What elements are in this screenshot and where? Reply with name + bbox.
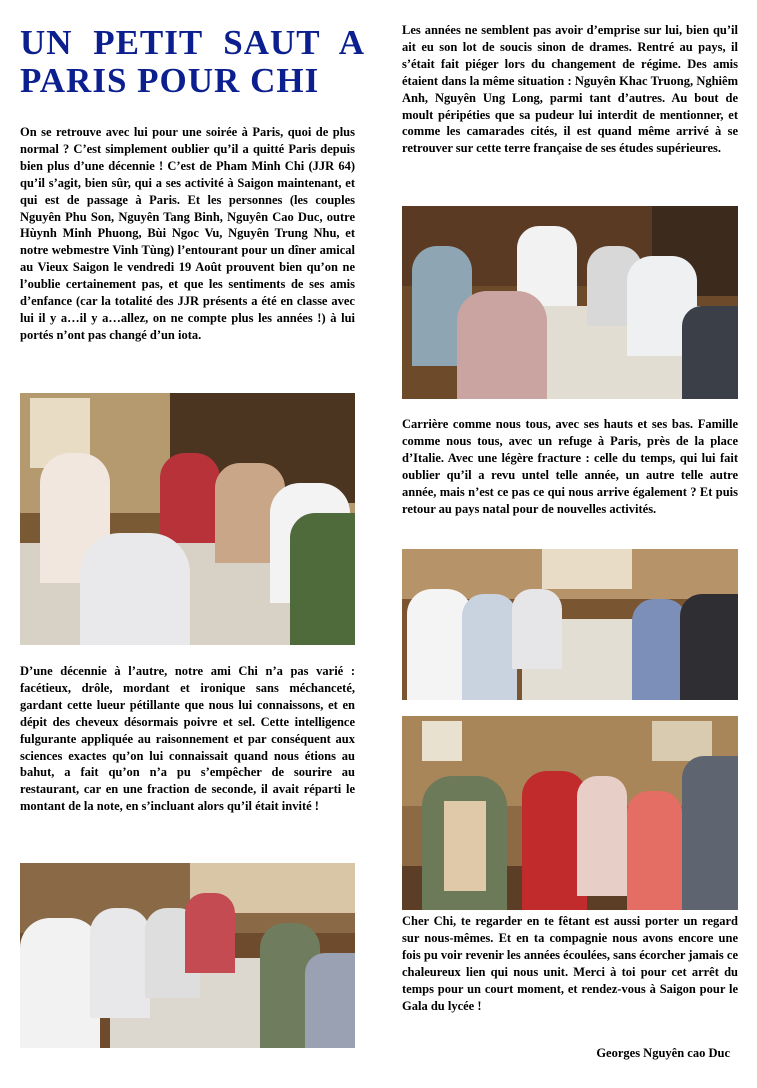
photo-dinner-table-left [20, 393, 355, 645]
author-signature: Georges Nguyên cao Duc [596, 1046, 730, 1060]
paragraph-closing: Cher Chi, te regarder en te fêtant est aussi porter un regard sur nous-mêmes. Et en ta compagnie nous avons encore une fois pu voir revenir les années écoulées, sans écorcher jamais ce chaleureux lien qui nous unit. Merci à toi pour cet arrêt du temps pour un court moment, et rendez-vous à Saigon pour le Gala du lycée ! [402, 914, 738, 1013]
paragraph-portrait: D’une décennie à l’autre, notre ami Chi n’a pas varié : facétieux, drôle, mordant et ironique sans méchanceté, gardant cette lueur pétillante que nous lui connaissons, et en dépit des cheveux désormais poivre et sel. Cette intelligence fulgurante appliquée au raisonnement et par conséquent aux sciences exactes qu’on lui connaissait quand nous étions au bahut, a fait qu’on n’a pu s’empêcher de sourire au restaurant, car en une fraction de seconde, il avait réparti le montant de la note, en s’incluant alors qu’il était invité ! [20, 664, 355, 814]
article-title: UN PETIT SAUT A PARIS POUR CHI [20, 23, 365, 100]
photo-men-at-table [402, 206, 738, 399]
paragraph-intro: On se retrouve avec lui pour une soirée à Paris, quoi de plus normal ? C’est simplement oublier qu’il a quitté Paris depuis bien plus d’une décennie ! C’est de Pham Minh Chi (JJR 64) qu’il s’agit, bien sûr, qui a ses activité à Saigon maintenant, et qui est de passage à Paris. Et les personnes (les couples Nguyên Phu Son, Nguyên Tang Binh, Nguyên Cao Duc, outre Hùynh Minh Phuong, Bùi Ngoc Vu, Nguyên Trung Nhu, et notre webmestre Vinh Tùng) l’entourant pour un dîner amical au Vieux Saigon le vendredi 19 Août prouvent bien qu’on ne l’oublie certainement pas, et que les sentiments de ses amis d’enfance (car la totalité des JJR présents a été en classe avec lui il y a…il y a…allez, on ne compte plus les années !) à lui portés n’ont pas changé d’un iota. [20, 125, 355, 342]
paragraph-history: Les années ne semblent pas avoir d’emprise sur lui, bien qu’il ait eu son lot de soucis sinon de drames. Rentré au pays, il s’était fait piéger lors du changement de régime. Des amis étaient dans la même situation : Nguyên Khac Truong, Nghiêm Anh, Nguyên Ung Long, parmi tant d’autres. Au bout de moult péripéties que sa pudeur lui interdit de mentionner, et comme les camarades cités, il est quand même arrivé à se retrouver sur cette terre française de ses études supérieures. [402, 23, 738, 156]
photo-standing-group [402, 716, 738, 910]
paragraph-career: Carrière comme nous tous, avec ses hauts et ses bas. Famille comme nous tous, avec un refuge à Paris, près de la place d’Italie. Avec une légère fracture : celle du temps, qui lui fait oublier qu’il a revu untel telle année, un autre telle autre année, mais n’est ce pas ce qui nous arrive également ? Et puis retour au pays natal pour de nouvelles activités. [402, 417, 738, 516]
photo-long-table [402, 549, 738, 700]
photo-dinner-table-group [20, 863, 355, 1048]
